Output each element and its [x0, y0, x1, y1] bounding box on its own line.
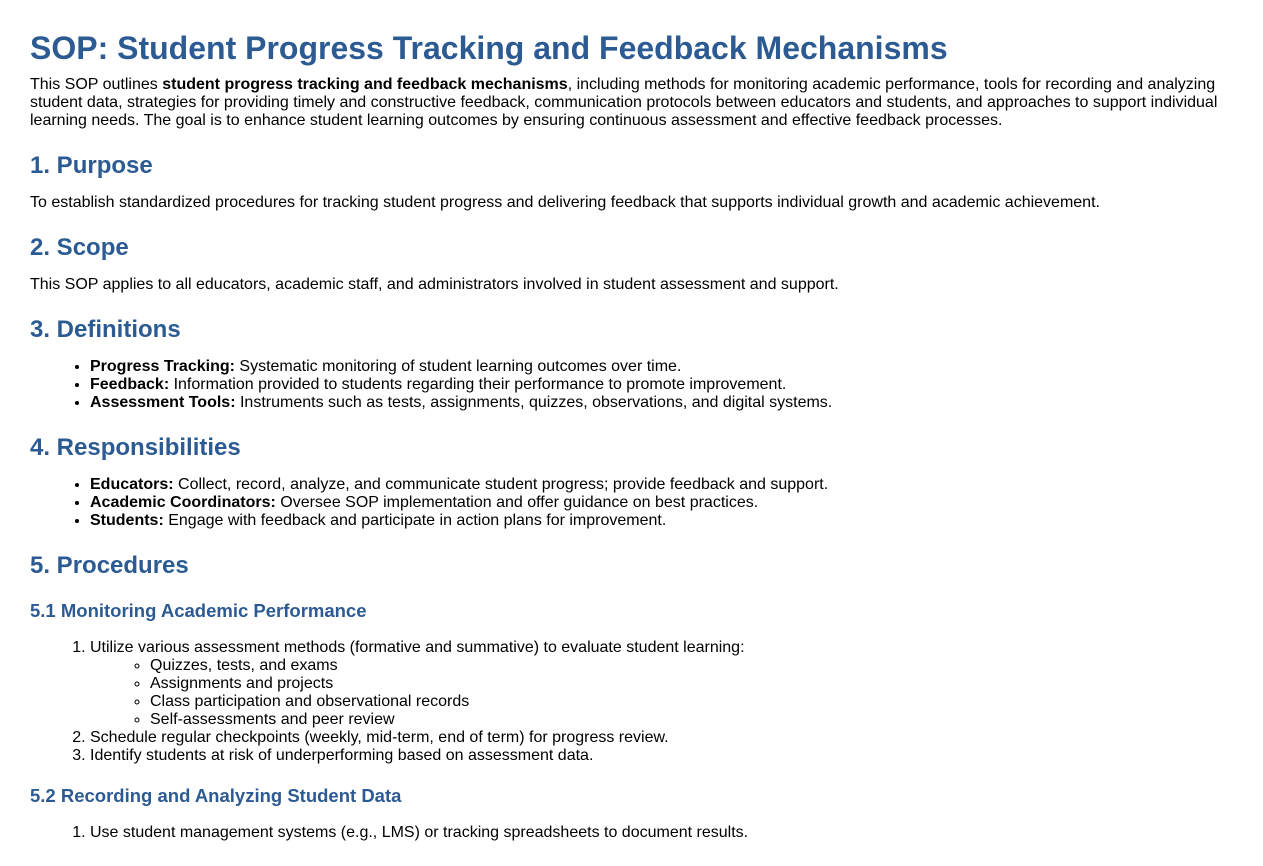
monitoring-subheading: 5.1 Monitoring Academic Performance — [30, 600, 367, 621]
list-item: 2. Schedule regular checkpoints (weekly, mid-term, end of term) for progress review. — [90, 729, 1233, 747]
definition-term: Progress Tracking: — [90, 358, 235, 375]
intro-text-start: This SOP outlines — [30, 76, 163, 93]
responsibilities-list — [30, 476, 1233, 530]
responsibility-desc: Oversee SOP implementation and offer guidance on best practices. — [275, 494, 759, 511]
list-item: ◦ Class participation and observational records — [150, 693, 1233, 711]
intro-paragraph — [30, 76, 1230, 130]
list-item — [90, 394, 1233, 412]
intro-text-bold: student progress tracking and feedback mechanisms — [162, 76, 568, 93]
responsibility-desc: Engage with feedback and participate in action plans for improvement. — [163, 512, 667, 529]
list-item — [90, 376, 1233, 394]
recording-steps — [30, 824, 1233, 842]
definition-desc: Instruments such as tests, assignments, quizzes, observations, and digital systems. — [235, 394, 833, 411]
scope-heading: 2. Scope — [30, 234, 129, 261]
definition-term: Assessment Tools: — [90, 394, 236, 411]
recording-subheading: 5.2 Recording and Analyzing Student Data — [30, 785, 402, 806]
list-item: ◦ Self-assessments and peer review — [150, 711, 1233, 729]
purpose-heading: 1. Purpose — [30, 152, 153, 179]
list-item: 1. Use student management systems (e.g., LMS) or tracking spreadsheets to document results. — [90, 824, 1233, 842]
procedures-heading: 5. Procedures — [30, 552, 189, 579]
assessment-methods-list — [90, 657, 1233, 729]
responsibility-role: Academic Coordinators: — [90, 494, 276, 511]
list-item — [90, 476, 1233, 494]
definition-desc: Systematic monitoring of student learning outcomes over time. — [234, 358, 682, 375]
step-text: Utilize various assessment methods (formative and summative) to evaluate student learning: — [90, 639, 745, 656]
list-item — [90, 512, 1233, 530]
list-item — [90, 494, 1233, 512]
definition-term: Feedback: — [90, 376, 170, 393]
list-item — [90, 358, 1233, 376]
monitoring-steps — [30, 639, 1233, 765]
definitions-list — [30, 358, 1233, 412]
purpose-text: To establish standardized procedures for tracking student progress and delivering feedback that supports individual growth and academic achievement. — [30, 194, 1100, 211]
definition-desc: Information provided to students regarding their performance to promote improvement. — [169, 376, 787, 393]
intro-text-end: , including methods for monitoring academic performance, tools for recording and analyzing student data, strategies for providing timely and constructive feedback, communication protocols between educators and students, and approaches to support individual learning needs. The goal is to enhance student learning outcomes by ensuring continuous assessment and effective feedback processes. — [30, 76, 1218, 129]
list-item: ◦ Assignments and projects — [150, 675, 1233, 693]
list-item: ◦ Quizzes, tests, and exams — [150, 657, 1233, 675]
responsibility-role: Educators: — [90, 476, 174, 493]
responsibility-desc: Collect, record, analyze, and communicate student progress; provide feedback and support. — [173, 476, 829, 493]
list-item — [90, 639, 1233, 729]
page-title: SOP: Student Progress Tracking and Feedback Mechanisms — [30, 30, 948, 66]
scope-text: This SOP applies to all educators, academic staff, and administrators involved in student assessment and support. — [30, 276, 839, 293]
list-item: 3. Identify students at risk of underperforming based on assessment data. — [90, 747, 1233, 765]
responsibilities-heading: 4. Responsibilities — [30, 434, 241, 461]
definitions-heading: 3. Definitions — [30, 316, 181, 343]
responsibility-role: Students: — [90, 512, 164, 529]
